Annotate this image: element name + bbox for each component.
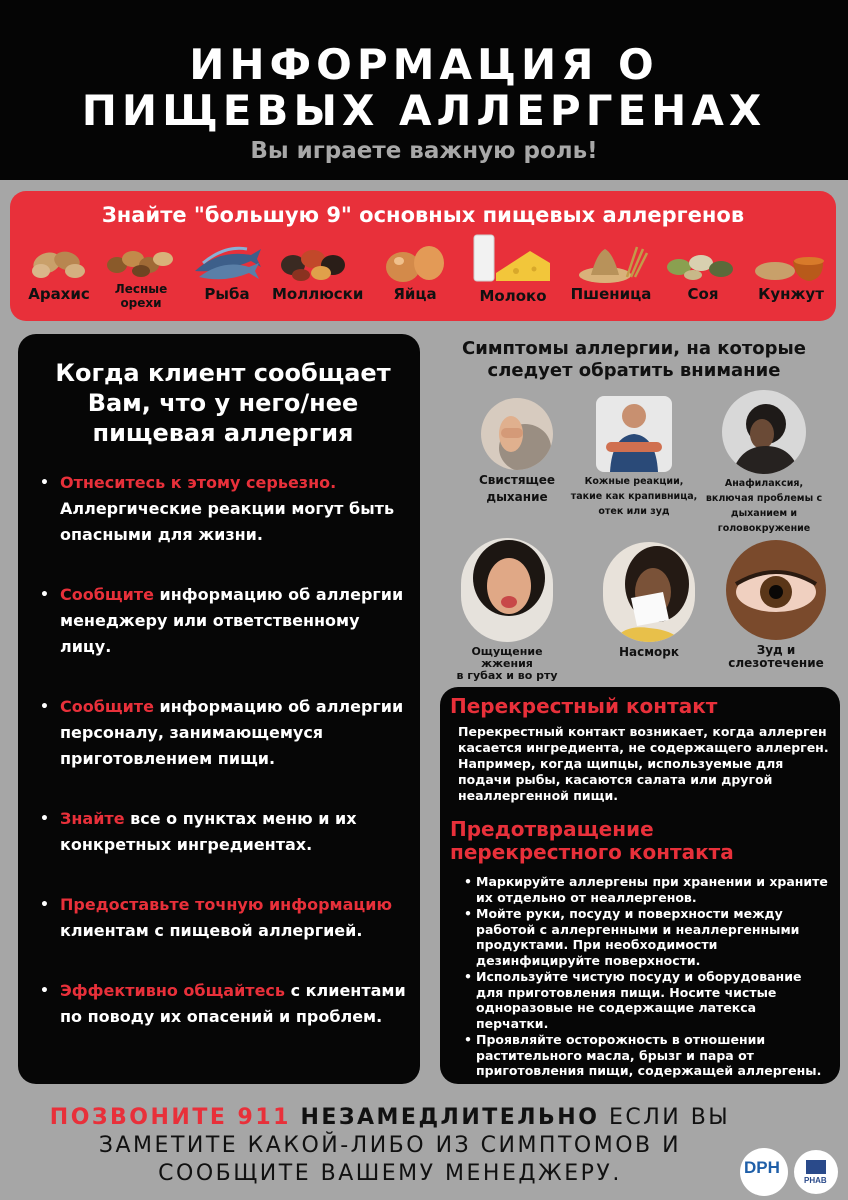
highlight-text: Предоставьте точную информацию [60,895,393,914]
list-item: • Используйте чистую посуду и оборудование для приготовления пищи. Носите чистые одноразовые не содержащие латекса перчатки. [466,969,830,1031]
symptom-itchy-eye [714,540,838,670]
symptom-label: Зуд и [756,643,796,657]
symptom-runny-nose [602,542,696,659]
client-allergy-list [50,470,406,1030]
allergen-label: орехи [120,296,162,310]
allergen-list [10,241,836,317]
anaphylaxis-icon [722,390,806,474]
symptom-label: Анафилаксия, [724,478,804,489]
symptoms-title [430,338,838,382]
symptom-label: дыханием и [730,508,798,519]
title-line-1: ИНФОРМАЦИЯ О [189,40,659,89]
allergen-eggs [370,241,460,317]
symptom-anaphylaxis [700,390,828,534]
allergen-tree-nuts [96,241,186,317]
prevention-heading [450,818,830,864]
itchy-eye-icon [726,540,826,640]
fish-icon [189,241,265,285]
wheezing-icon [481,398,553,470]
body-text: с клиентами по поводу их опасений и проблем. [60,981,406,1026]
allergen-label: Лесные [114,282,168,296]
symptom-mouth-burning [446,538,568,682]
allergen-shellfish [272,241,362,317]
highlight-text: Знайте [60,809,125,828]
allergen-fish [182,241,272,317]
title-line: пищевая аллергия [92,419,354,447]
sesame-icon [751,241,831,285]
body-text: информацию об аллергии менеджеру или ответственному лицу. [60,585,404,656]
footer-line-2: ЗАМЕТИТЕ КАКОЙ-ЛИБО ИЗ СИМПТОМОВ И [98,1133,682,1158]
egg-icon [377,241,453,285]
phab-logo-text: PHAB [804,1176,827,1185]
allergen-label: Рыба [204,285,250,303]
allergen-label: Арахис [28,285,90,303]
skin-reaction-icon [596,396,672,472]
allergen-label: Моллюски [272,285,364,303]
allergen-label: Соя [687,285,719,303]
symptom-label: дыхание [486,490,548,504]
symptom-label: Свистящее [478,473,556,487]
list-item [50,694,406,772]
title-line: Когда клиент сообщает [55,359,391,387]
shellfish-icon [277,241,357,285]
highlight-text: Сообщите [60,697,154,716]
highlight-text: Сообщите [60,585,154,604]
symptom-label: в губах и во рту [456,669,558,682]
allergen-label: Пшеница [570,285,652,303]
list-item: • Мойте руки, посуду и поверхности между работой с аллергенными и неаллергенными продуктами. При необходимости дезинфицируйте поверхности. [466,906,830,968]
allergen-soy [658,241,748,317]
page-title [0,0,848,134]
allergen-wheat [566,241,656,317]
title-line: Симптомы аллергии, на которые [462,338,806,359]
allergen-label: Кунжут [758,285,824,303]
client-allergy-title [40,358,406,448]
emergency-footer [40,1104,740,1188]
prevention-list [466,874,830,1079]
title-line: Вам, что у него/нее [87,389,359,417]
mouth-burning-icon [461,538,553,642]
heading-line: Предотвращение [450,817,654,841]
tree-nuts-icon [103,241,179,281]
symptom-label: такие как крапивница, [570,491,698,502]
symptom-label: Кожные реакции, [584,476,684,487]
body-text: Аллергические реакции могут быть опасными для жизни. [60,499,395,544]
title-line: следует обратить внимание [487,360,781,381]
list-item: • Проявляйте осторожность в отношении растительного масла, брызг и пара от приготовления пищи, содержащей аллергены. [466,1032,830,1079]
header [0,0,848,180]
allergen-milk [468,241,558,317]
body-text: все о пунктах меню и их конкретных ингредиентах. [60,809,357,854]
logos [740,1144,840,1200]
allergen-label: Яйца [393,285,437,303]
footer-line-1 [40,1104,740,1132]
symptom-label: слезотечение [728,656,824,670]
body-text: клиентам с пищевой аллергией. [60,921,363,940]
milk-icon [470,233,556,287]
highlight-text: Отнеситесь к этому серьезно. [60,473,337,492]
immediately-text: НЕЗАМЕДЛИТЕЛЬНО [300,1105,600,1130]
symptom-label: отек или зуд [598,506,670,517]
footer-line-3: СООБЩИТЕ ВАШЕМУ МЕНЕДЖЕРУ. [158,1161,622,1186]
big-9-banner [10,191,836,321]
cross-contact-panel [440,687,840,1084]
cross-contact-heading: Перекрестный контакт [450,694,718,718]
list-item [50,892,406,944]
list-item [50,470,406,548]
call-911-text: ПОЗВОНИТЕ 911 [49,1105,291,1130]
highlight-text: Эффективно общайтесь [60,981,286,1000]
list-item: • Маркируйте аллергены при хранении и храните их отдельно от неаллергенов. [466,874,830,905]
allergen-sesame [746,241,836,317]
heading-line: перекрестного контакта [450,840,734,864]
symptom-label: Ощущение жжения [471,645,543,670]
client-allergy-panel [18,334,420,1084]
cross-contact-text: Перекрестный контакт возникает, когда аллерген касается ингредиента, не содержащего аллерген. Например, когда щипцы, используемые для подачи рыбы, касаются салата или другой неаллергенной пищи. [458,724,829,803]
dph-logo-text: DPH [744,1158,780,1177]
list-item [50,978,406,1030]
symptom-label: головокружение [717,523,811,534]
allergen-label: Молоко [479,287,547,305]
peanut-icon [23,241,95,285]
list-item [50,582,406,660]
soy-icon [663,241,743,285]
symptom-label: Насморк [618,645,680,659]
page-subtitle: Вы играете важную роль! [250,138,598,164]
symptom-wheezing [462,398,572,504]
list-item [50,806,406,858]
body-text: информацию об аллергии персоналу, занимающемуся приготовлением пищи. [60,697,404,768]
footer-text: ЕСЛИ ВЫ [608,1105,731,1130]
symptom-skin-reaction [570,396,698,517]
big-9-title: Знайте "большую 9" основных пищевых аллергенов [101,203,745,227]
allergen-peanut [14,241,104,317]
wheat-icon [571,241,651,285]
runny-nose-icon [603,542,695,642]
title-line-2: ПИЩЕВЫХ АЛЛЕРГЕНАХ [81,86,767,135]
symptom-label: включая проблемы с [705,493,823,504]
